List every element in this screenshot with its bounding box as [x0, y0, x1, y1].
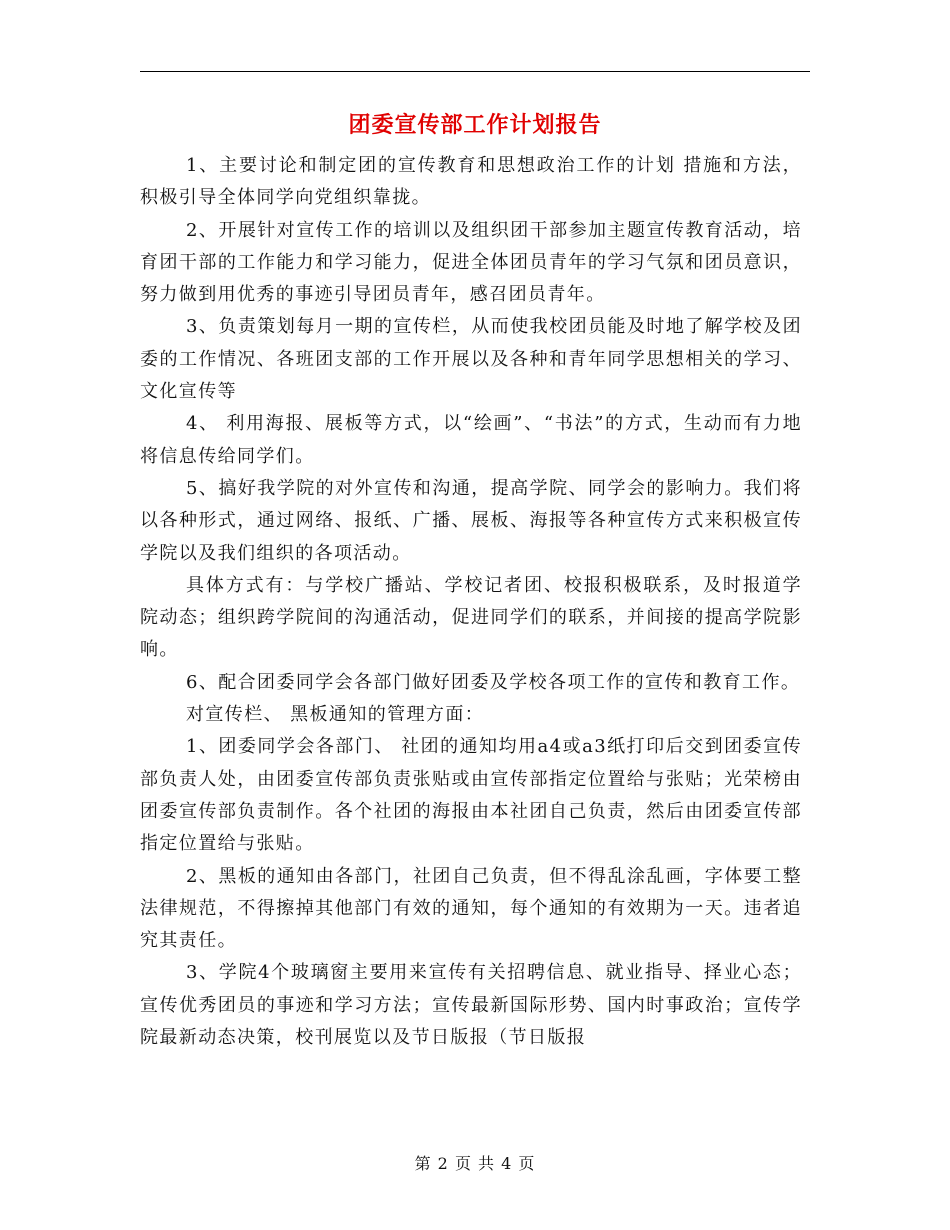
document-body — [140, 150, 802, 1054]
paragraph: 3、学院4个玻璃窗主要用来宣传有关招聘信息、就业指导、择业心态；宣传优秀团员的事迹和学习方法；宣传最新国际形势、国内时事政治；宣传学院最新动态决策，校刊展览以及节日版报（节日版报 — [140, 962, 802, 1049]
paragraph: 对宣传栏、 黑板通知的管理方面： — [186, 704, 485, 726]
paragraph: 1、团委同学会各部门、 社团的通知均用a4或a3纸打印后交到团委宣传部负责人处，由团委宣传部负责张贴或由宣传部指定位置给与张贴；光荣榜由团委宣传部负责制作。各个社团的海报由本社团自己负责，然后由团委宣传部指定位置给与张贴。 — [140, 736, 802, 855]
paragraph: 1、主要讨论和制定团的宣传教育和思想政治工作的计划 措施和方法，积极引导全体同学向党组织靠拢。 — [140, 155, 802, 209]
paragraph: 5、搞好我学院的对外宣传和沟通，提高学院、同学会的影响力。我们将以各种形式，通过网络、报纸、广播、展板、海报等各种宣传方式来积极宣传学院以及我们组织的各项活动。 — [140, 477, 802, 564]
paragraph: 3、负责策划每月一期的宣传栏，从而使我校团员能及时地了解学校及团委的工作情况、各班团支部的工作开展以及各种和青年同学思想相关的学习、文化宣传等 — [140, 316, 802, 403]
paragraph: 4、 利用海报、展板等方式，以“绘画”、“书法”的方式，生动而有力地将信息传给同学们。 — [140, 413, 802, 467]
paragraph: 2、黑板的通知由各部门，社团自己负责，但不得乱涂乱画，字体要工整法律规范，不得擦掉其他部门有效的通知，每个通知的有效期为一天。违者追究其责任。 — [140, 865, 802, 952]
page-footer: 第 2 页 共 4 页 — [414, 1154, 536, 1173]
paragraph: 6、配合团委同学会各部门做好团委及学校各项工作的宣传和教育工作。 — [186, 671, 801, 693]
document-title: 团委宣传部工作计划报告 — [348, 112, 602, 138]
paragraph: 具体方式有：与学校广播站、学校记者团、校报积极联系，及时报道学院动态；组织跨学院间的沟通活动，促进同学们的联系，并间接的提高学院影响。 — [140, 574, 802, 661]
paragraph: 2、开展针对宣传工作的培训以及组织团干部参加主题宣传教育活动，培育团干部的工作能力和学习能力，促进全体团员青年的学习气氛和团员意识，努力做到用优秀的事迹引导团员青年，感召团员青年。 — [140, 219, 802, 306]
header-rule — [140, 71, 810, 72]
